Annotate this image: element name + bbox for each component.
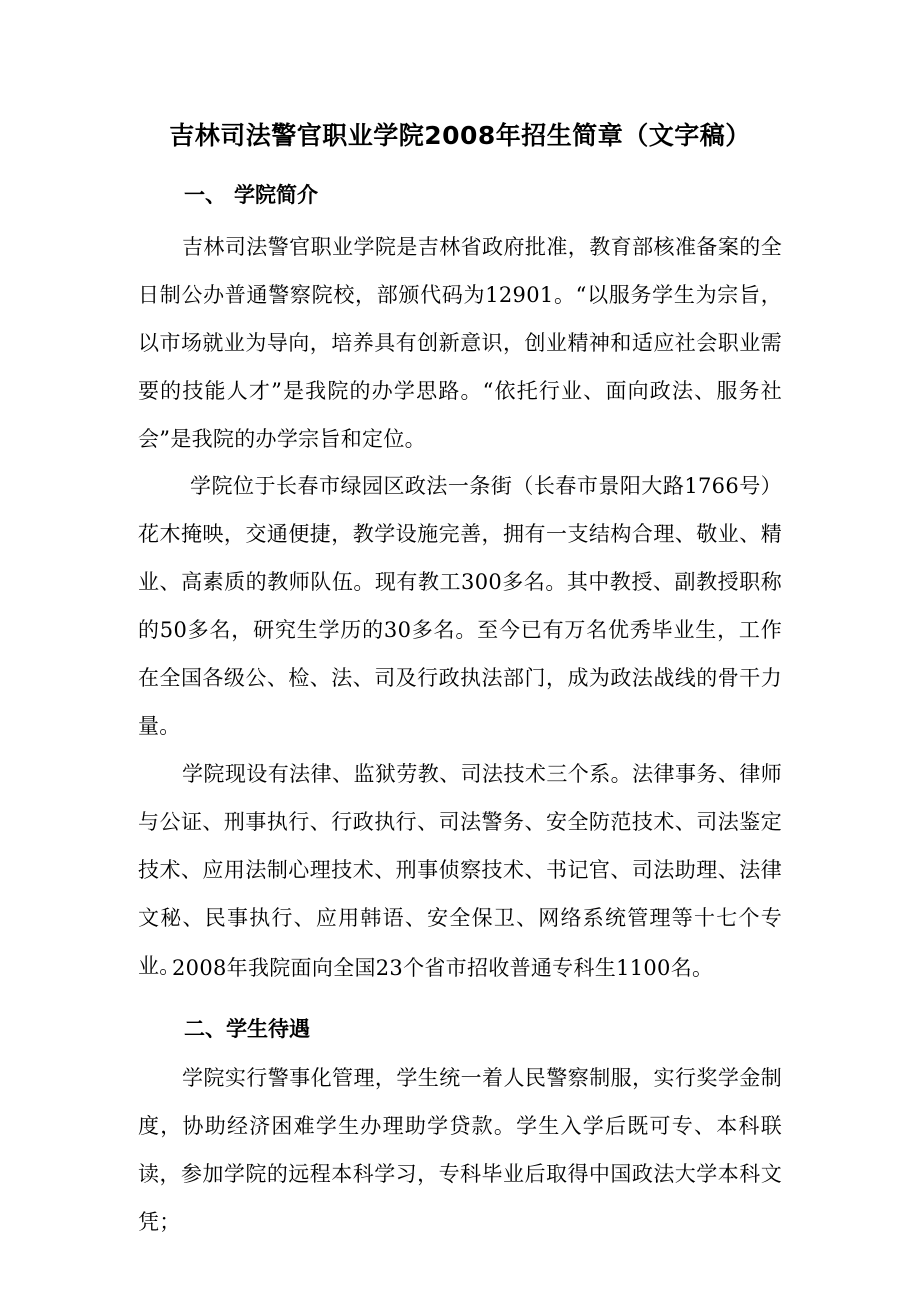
paragraph-enrollment: 2008年我院面向全国23个省市招收普通专科生1100名。 <box>172 956 714 980</box>
section-1-number: 一、 <box>184 183 226 207</box>
paragraph-intro: 吉林司法警官职业学院是吉林省政府批准，教育部核准备案的全日制公办普通警察院校，部颁代码为12901。“以服务学生为宗旨，以市场就业为导向，培养具有创新意识，创业精神和适应社会职业需要的技能人才”是我院的办学思路。“依托行业、面向政法、服务社会”是我院的办学宗旨和定位。 <box>138 235 782 451</box>
paragraph-student-benefits: 学院实行警事化管理，学生统一着人民警察制服，实行奖学金制度，协助经济困难学生办理助学贷款。学生入学后既可专、本科联读，参加学院的远程本科学习，专科毕业后取得中国政法大学本科文凭； <box>138 1066 782 1234</box>
section-1-title: 学院简介 <box>234 183 318 207</box>
paragraph-departments: 学院现设有法律、监狱劳教、司法技术三个系。法律事务、律师与公证、刑事执行、行政执行、司法警务、安全防范技术、司法鉴定技术、应用法制心理技术、刑事侦察技术、书记官、司法助理、法律文秘、民事执行、应用韩语、安全保卫、网络系统管理等十七个专业。 <box>138 762 782 978</box>
document-title: 吉林司法警官职业学院2008年招生简章（文字稿） <box>169 121 751 150</box>
section-1-heading <box>184 180 318 210</box>
paragraph-location: 学院位于长春市绿园区政法一条街（长春市景阳大路1766号）花木掩映，交通便捷，教学设施完善，拥有一支结构合理、敬业、精业、高素质的教师队伍。现有教工300多名。其中教授、副教授职称的50多名，研究生学历的30多名。至今已有万名优秀毕业生，工作在全国各级公、检、法、司及行政执法部门，成为政法战线的骨干力量。 <box>138 474 782 738</box>
section-2-heading: 二、学生待遇 <box>184 1017 310 1041</box>
